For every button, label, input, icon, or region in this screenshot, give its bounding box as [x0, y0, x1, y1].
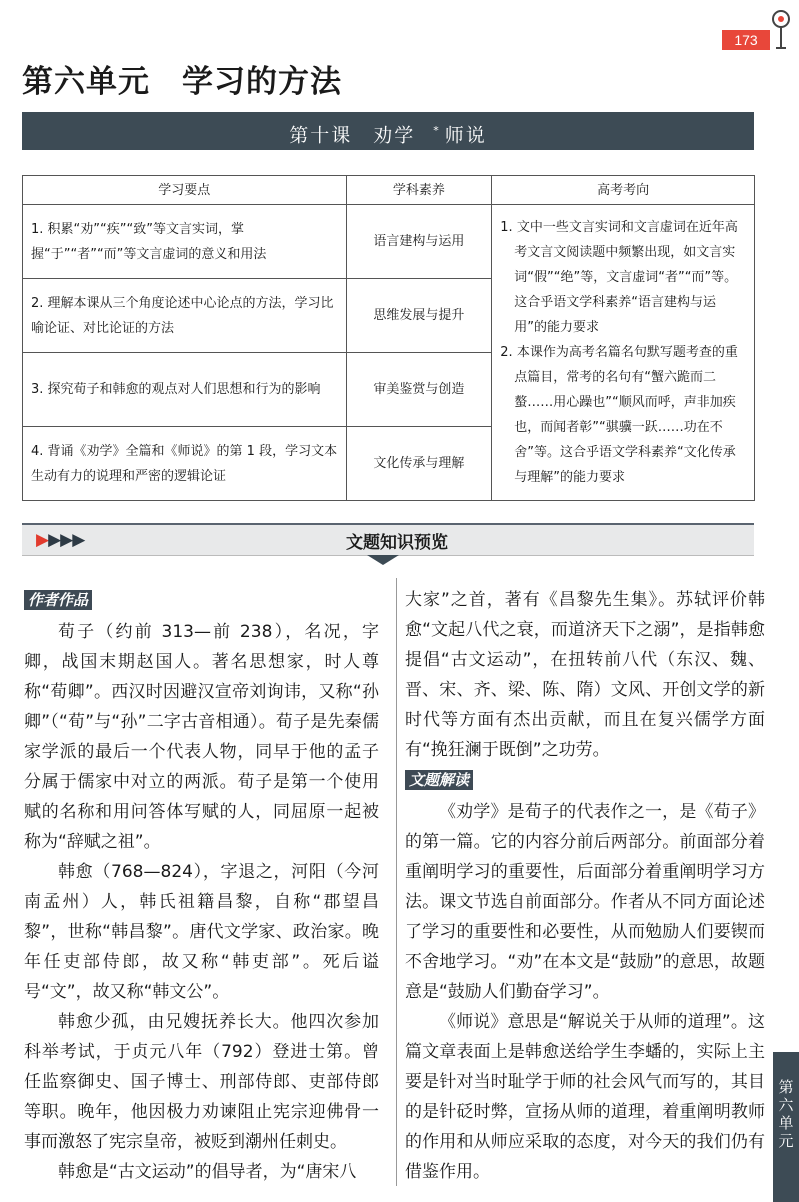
exam-item: 2. 本课作为高考名篇名句默写题考查的重点篇目，常考的名句有“蟹六跪而二螯……用心躁也”“顺风而呼，声非加疾也，而闻者彰”“骐骥一跃……功在不舍”等。这合乎语文学科素养“文化传承与理解”的能力要求 — [500, 345, 738, 485]
table-cell-point: 2. 理解本课从三个角度论述中心论点的方法，学习比喻论证、对比论证的方法 — [23, 279, 347, 353]
magnifier-icon — [768, 8, 794, 52]
table-cell-point: 3. 探究荀子和韩愈的观点对人们思想和行为的影响 — [23, 353, 347, 427]
arrow-icons: ▶▶▶▶ — [36, 530, 85, 550]
page-number: 173 — [722, 30, 770, 50]
section-title: 文题知识预览 — [346, 533, 448, 553]
left-column — [24, 585, 379, 1187]
title-interpretation-tag: 文题解读 — [405, 770, 473, 790]
table-cell-point: 1. 积累“劝”“疾”“致”等文言实词，掌握“于”“者”“而”等文言虚词的意义和用法 — [23, 205, 347, 279]
section-header — [22, 523, 754, 556]
table-cell-point: 4. 背诵《劝学》全篇和《师说》的第 1 段，学习文本生动有力的说理和严密的逻辑论证 — [23, 427, 347, 501]
table-header: 学科素养 — [346, 176, 492, 205]
section-notch — [367, 555, 399, 565]
unit-side-tab — [773, 1052, 799, 1202]
table-cell-literacy: 审美鉴赏与创造 — [346, 353, 492, 427]
paragraph: 荀子（约前 313—前 238），名况，字卿，战国末期赵国人。著名思想家，时人尊称“荀卿”。西汉时因避汉宣帝刘询讳，又称“孙卿”（“荀”与“孙”二字古音相通）。荀子是先秦儒家学派的最后一个代表人物，同早于他的孟子分属于儒家中对立的两派。荀子是第一个使用赋的名称和用问答体写赋的人，同屈原一起被称为“辞赋之祖”。 — [24, 622, 379, 852]
table-cell-literacy: 思维发展与提升 — [346, 279, 492, 353]
table-cell-literacy: 文化传承与理解 — [346, 427, 492, 501]
author-works-tag: 作者作品 — [24, 590, 92, 610]
paragraph: 韩愈（768—824），字退之，河阳（今河南孟州）人，韩氏祖籍昌黎，自称“郡望昌黎”，世称“韩昌黎”。唐代文学家、政治家。晚年任吏部侍郎，故又称“韩吏部”。死后谥号“文”，故又称“韩文公”。 — [24, 862, 379, 1002]
lesson-title-bar — [22, 112, 754, 150]
exam-item: 1. 文中一些文言实词和文言虚词在近年高考文言文阅读题中频繁出现，如文言实词“假”“绝”等，文言虚词“者”“而”等。这合乎语文学科素养“语言建构与运用”的能力要求 — [500, 220, 738, 335]
column-divider — [396, 578, 397, 1186]
unit-title: 第六单元 学习的方法 — [22, 64, 342, 100]
paragraph: 《劝学》是荀子的代表作之一，是《荀子》的第一篇。它的内容分前后两部分。前面部分着重阐明学习的重要性，后面部分着重阐明学习方法。课文节选自前面部分。作者从不同方面论述了学习的重要性和必要性，从而勉励人们要锲而不舍地学习。“劝”在本文是“鼓励”的意思，故题意是“鼓励人们勤奋学习”。 — [405, 802, 765, 1002]
lesson-title-2: 师说 — [444, 124, 487, 147]
table-cell-exam — [492, 205, 755, 501]
table-cell-literacy: 语言建构与运用 — [346, 205, 492, 279]
lesson-title: 第十课 劝学 — [289, 124, 416, 147]
star-mark: * — [433, 124, 441, 137]
paragraph: 韩愈少孤，由兄嫂抚养长大。他四次参加科举考试，于贞元八年（792）登进士第。曾任监察御史、国子博士、刑部侍郎、吏部侍郎等职。晚年，他因极力劝谏阻止宪宗迎佛骨一事而激怒了宪宗皇帝，被贬到潮州任刺史。 — [24, 1012, 379, 1152]
right-column — [405, 585, 765, 1187]
paragraph: 韩愈是“古文运动”的倡导者，为“唐宋八 — [58, 1162, 357, 1182]
requirements-table — [22, 175, 755, 501]
paragraph-continuation: 大家”之首，著有《昌黎先生集》。苏轼评价韩愈“文起八代之衰，而道济天下之溺”，是指韩愈提倡“古文运动”，在扭转前八代（东汉、魏、晋、宋、齐、梁、陈、隋）文风、开创文学的新时代等方面有杰出贡献，而且在复兴儒学方面有“挽狂澜于既倒”之功劳。 — [405, 590, 765, 760]
paragraph: 《师说》意思是“解说关于从师的道理”。这篇文章表面上是韩愈送给学生李蟠的，实际上主要是针对当时耻学于师的社会风气而写的，其目的是针砭时弊，宣扬从师的道理，着重阐明教师的作用和从师应采取的态度，对今天的我们仍有借鉴作用。 — [405, 1012, 765, 1182]
table-header: 学习要点 — [23, 176, 347, 205]
side-tab-label: 第六单元 — [778, 1078, 794, 1150]
table-header: 高考考向 — [492, 176, 755, 205]
